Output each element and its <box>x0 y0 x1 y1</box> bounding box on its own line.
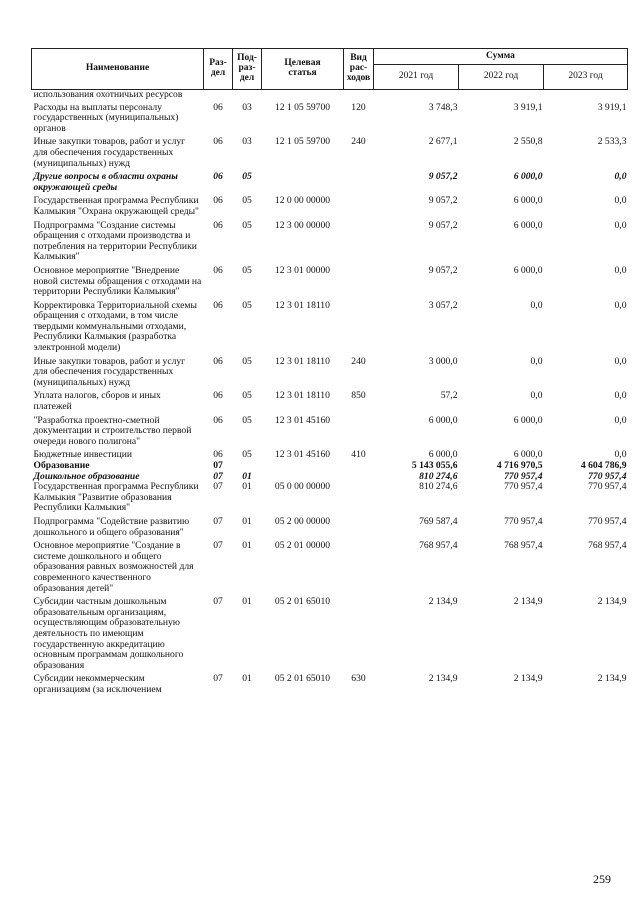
row-podrazdel: 05 <box>242 355 252 367</box>
row-name: Образование <box>33 460 90 471</box>
table-row <box>32 482 628 514</box>
row-target-article <box>262 90 344 101</box>
row-expense-type <box>344 413 374 448</box>
row-sum-2022: 6 000,0 <box>513 195 543 207</box>
row-target-article: 12 3 01 45160 <box>274 449 331 461</box>
row-sum-2023: 0,0 <box>614 264 627 276</box>
row-expense-type: 630 <box>351 673 366 685</box>
row-sum-2021: 810 274,6 <box>419 481 458 493</box>
header-year-2021: 2021 год <box>374 65 459 90</box>
row-podrazdel: 01 <box>242 540 252 552</box>
row-sum-2021: 810 274,6 <box>419 470 458 482</box>
table-row <box>32 354 628 389</box>
row-target-article: 12 0 00 00000 <box>274 195 331 207</box>
row-sum-2022: 2 550,8 <box>513 136 543 148</box>
row-podrazdel: 01 <box>242 470 252 482</box>
table-row <box>32 388 628 412</box>
row-sum-2023 <box>544 90 628 101</box>
row-podrazdel: 05 <box>242 414 252 426</box>
row-target-article: 05 2 01 00000 <box>274 540 331 552</box>
header-year-2022: 2022 год <box>459 65 544 90</box>
row-razdel: 06 <box>213 101 223 113</box>
table-row <box>32 298 628 354</box>
row-razdel: 06 <box>213 171 223 183</box>
row-sum-2022: 768 957,4 <box>504 540 543 552</box>
row-expense-type <box>344 263 374 298</box>
row-name: Государственная программа Республики Калмыкия "Развитие образования Республики Калмыкия" <box>33 481 199 514</box>
row-expense-type <box>344 193 374 217</box>
row-expense-type: 120 <box>351 101 366 113</box>
row-podrazdel: 01 <box>242 596 252 608</box>
row-sum-2022: 3 919,1 <box>513 101 543 113</box>
header-razdel: Раз- дел <box>204 49 233 90</box>
row-name: Дошкольное образование <box>33 470 140 482</box>
row-podrazdel: 03 <box>242 136 252 148</box>
row-sum-2022: 4 716 970,5 <box>496 460 543 471</box>
row-sum-2023: 0,0 <box>614 414 627 426</box>
row-target-article: 12 3 01 18110 <box>275 355 330 367</box>
row-sum-2022: 0,0 <box>530 355 543 367</box>
row-target-article: 12 3 01 18110 <box>275 390 330 402</box>
row-sum-2023: 0,0 <box>614 299 627 311</box>
header-expense-type: Вид рас- ходов <box>344 49 374 90</box>
row-podrazdel: 05 <box>242 390 252 402</box>
table-row <box>32 218 628 263</box>
row-name: Основное мероприятие "Внедрение новой системы обращения с отходами на территории Республики Калмыкия" <box>33 264 202 298</box>
row-podrazdel: 05 <box>242 195 252 207</box>
row-name: Иные закупки товаров, работ и услуг для обеспечения государственных (муниципальных) нужд <box>33 136 186 169</box>
row-target-article: 05 2 01 65010 <box>274 596 331 608</box>
row-razdel: 07 <box>213 481 223 493</box>
row-sum-2023: 770 957,4 <box>588 481 627 493</box>
row-sum-2023: 0,0 <box>614 449 627 461</box>
row-expense-type <box>344 482 374 514</box>
row-sum-2023: 0,0 <box>614 390 627 402</box>
row-sum-2022: 2 134,9 <box>513 596 543 608</box>
row-name: Подпрограмма "Содействие развитию дошкольного и общего образования" <box>33 515 190 538</box>
row-razdel: 07 <box>213 460 223 471</box>
row-name: Субсидии частным дошкольным образовательным организациям, осуществляющим образовательную деятельность по имеющим государственную аккредитацию основным программам дошкольного образования <box>33 596 184 671</box>
row-expense-type <box>344 594 374 671</box>
row-name: Другие вопросы в области охраны окружающей среды <box>33 171 178 193</box>
row-sum-2023: 2 134,9 <box>597 673 627 685</box>
row-target-article: 12 3 01 45160 <box>274 414 331 426</box>
row-podrazdel <box>233 90 262 101</box>
row-expense-type: 240 <box>351 355 366 367</box>
table-row <box>32 90 628 101</box>
row-razdel: 06 <box>213 264 223 276</box>
row-expense-type <box>344 218 374 263</box>
row-sum-2023: 0,0 <box>614 195 627 207</box>
row-sum-2021 <box>374 90 459 101</box>
header-sum: Сумма <box>374 49 628 65</box>
header-year-2023: 2023 год <box>544 65 628 90</box>
row-sum-2022: 6 000,0 <box>513 219 543 231</box>
table-row <box>32 447 628 461</box>
row-razdel <box>204 90 233 101</box>
row-sum-2023: 770 957,4 <box>588 470 627 482</box>
row-expense-type: 410 <box>351 449 366 461</box>
table-row <box>32 134 628 169</box>
row-sum-2023: 768 957,4 <box>588 540 627 552</box>
row-podrazdel: 05 <box>242 264 252 276</box>
table-row <box>32 538 628 594</box>
row-target-article: 12 1 05 59700 <box>274 101 331 113</box>
table-row <box>32 594 628 671</box>
row-podrazdel: 03 <box>242 101 252 113</box>
row-razdel: 06 <box>213 355 223 367</box>
row-sum-2021: 3 000,0 <box>428 355 458 367</box>
row-target-article: 05 0 00 00000 <box>274 481 331 493</box>
row-sum-2023: 4 604 786,9 <box>580 460 627 471</box>
row-razdel: 07 <box>213 673 223 685</box>
row-target-article: 05 2 00 00000 <box>274 515 331 527</box>
row-sum-2022: 770 957,4 <box>504 481 543 493</box>
row-sum-2022: 0,0 <box>530 390 543 402</box>
row-sum-2021: 9 057,2 <box>428 264 458 276</box>
row-name: Субсидии некоммерческим организациям (за исключением <box>33 673 162 695</box>
row-expense-type <box>344 461 374 472</box>
row-sum-2022: 770 957,4 <box>504 470 543 482</box>
row-name: Корректировка Территориальной схемы обращения с отходами, в том числе твердыми коммунальными отходами, Республики Калмыкия (разработка электронной модели) <box>33 299 197 354</box>
row-sum-2021: 2 134,9 <box>428 596 458 608</box>
row-name: Расходы на выплаты персоналу государственных (муниципальных) органов <box>33 101 179 134</box>
row-sum-2021: 769 587,4 <box>419 515 458 527</box>
row-razdel: 06 <box>213 219 223 231</box>
row-razdel: 06 <box>213 136 223 148</box>
budget-table <box>31 48 628 695</box>
row-name: Основное мероприятие "Создание в системе дошкольного и общего образования равных возможностей для современного качественного образования детей" <box>33 540 194 594</box>
row-podrazdel: 05 <box>242 171 252 183</box>
row-sum-2021: 6 000,0 <box>428 414 458 426</box>
row-sum-2021: 9 057,2 <box>428 195 458 207</box>
row-target-article: 12 1 05 59700 <box>274 136 331 148</box>
row-sum-2022: 6 000,0 <box>513 449 543 461</box>
row-razdel: 07 <box>213 515 223 527</box>
row-sum-2023: 2 134,9 <box>597 596 627 608</box>
row-podrazdel: 01 <box>242 673 252 685</box>
row-sum-2023: 0,0 <box>614 355 627 367</box>
row-sum-2022: 2 134,9 <box>513 673 543 685</box>
row-sum-2021: 9 057,2 <box>428 171 458 183</box>
row-name: Уплата налогов, сборов и иных платежей <box>33 390 161 413</box>
row-razdel: 06 <box>213 449 223 461</box>
row-sum-2022 <box>459 90 544 101</box>
table-row <box>32 169 628 193</box>
row-podrazdel <box>233 461 262 472</box>
row-sum-2021: 6 000,0 <box>428 449 458 461</box>
header-name: Наименование <box>32 49 204 90</box>
row-sum-2022: 6 000,0 <box>513 414 543 426</box>
row-sum-2022: 770 957,4 <box>504 515 543 527</box>
row-podrazdel: 05 <box>242 299 252 311</box>
row-target-article <box>262 461 344 472</box>
row-expense-type: 850 <box>351 390 366 402</box>
page-number: 259 <box>593 872 611 886</box>
row-razdel: 06 <box>213 195 223 207</box>
row-sum-2023: 0,0 <box>614 171 627 183</box>
row-expense-type <box>344 90 374 101</box>
row-podrazdel: 01 <box>242 481 252 493</box>
row-sum-2021: 768 957,4 <box>419 540 458 552</box>
row-sum-2021: 5 143 055,6 <box>411 460 458 471</box>
header-podrazdel: Под- раз- дел <box>233 49 262 90</box>
row-expense-type: 240 <box>351 136 366 148</box>
budget-table-page <box>31 48 627 695</box>
row-name: Государственная программа Республики Калмыкия "Охрана окружающей среды" <box>33 195 199 217</box>
row-name: Бюджетные инвестиции <box>33 449 132 461</box>
table-row <box>32 671 628 695</box>
row-razdel: 06 <box>213 299 223 311</box>
row-sum-2021: 3 748,3 <box>428 101 458 113</box>
table-row <box>32 101 628 135</box>
row-expense-type <box>344 298 374 354</box>
row-sum-2023: 770 957,4 <box>588 515 627 527</box>
row-target-article: 12 3 01 00000 <box>274 264 331 276</box>
row-sum-2021: 2 134,9 <box>428 673 458 685</box>
row-target-article <box>262 169 344 193</box>
row-target-article: 05 2 01 65010 <box>274 673 331 685</box>
row-expense-type <box>344 472 374 483</box>
row-razdel: 06 <box>213 414 223 426</box>
row-expense-type <box>344 538 374 594</box>
row-name: "Разработка проектно-сметной документации и строительство первой очереди нового полигона" <box>33 414 192 447</box>
table-row <box>32 263 628 298</box>
row-sum-2022: 0,0 <box>530 299 543 311</box>
row-name: Подпрограмма "Создание системы обращения с отходами производства и потребления на территории Республики Калмыкия" <box>33 219 197 263</box>
row-podrazdel: 05 <box>242 219 252 231</box>
row-razdel: 06 <box>213 390 223 402</box>
row-razdel: 07 <box>213 470 223 482</box>
row-sum-2021: 2 677,1 <box>428 136 458 148</box>
table-row <box>32 514 628 538</box>
row-sum-2022: 6 000,0 <box>513 171 543 183</box>
row-expense-type <box>344 169 374 193</box>
row-sum-2021: 3 057,2 <box>428 299 458 311</box>
row-sum-2023: 2 533,3 <box>597 136 627 148</box>
row-name: Иные закупки товаров, работ и услуг для обеспечения государственных (муниципальных) нужд <box>33 355 186 388</box>
row-sum-2022: 6 000,0 <box>513 264 543 276</box>
row-expense-type <box>344 514 374 538</box>
row-razdel: 07 <box>213 540 223 552</box>
header-target-article: Целевая статья <box>262 49 344 90</box>
row-sum-2023: 3 919,1 <box>597 101 627 113</box>
table-row <box>32 461 628 472</box>
row-podrazdel: 05 <box>242 449 252 461</box>
table-row <box>32 413 628 448</box>
row-razdel: 07 <box>213 596 223 608</box>
row-sum-2021: 57,2 <box>440 390 458 402</box>
row-sum-2021: 9 057,2 <box>428 219 458 231</box>
row-sum-2023: 0,0 <box>614 219 627 231</box>
row-target-article: 12 3 00 00000 <box>274 219 331 231</box>
row-name: использования охотничьих ресурсов <box>33 89 183 100</box>
row-podrazdel: 01 <box>242 515 252 527</box>
row-target-article: 12 3 01 18110 <box>275 299 330 311</box>
table-row <box>32 193 628 217</box>
